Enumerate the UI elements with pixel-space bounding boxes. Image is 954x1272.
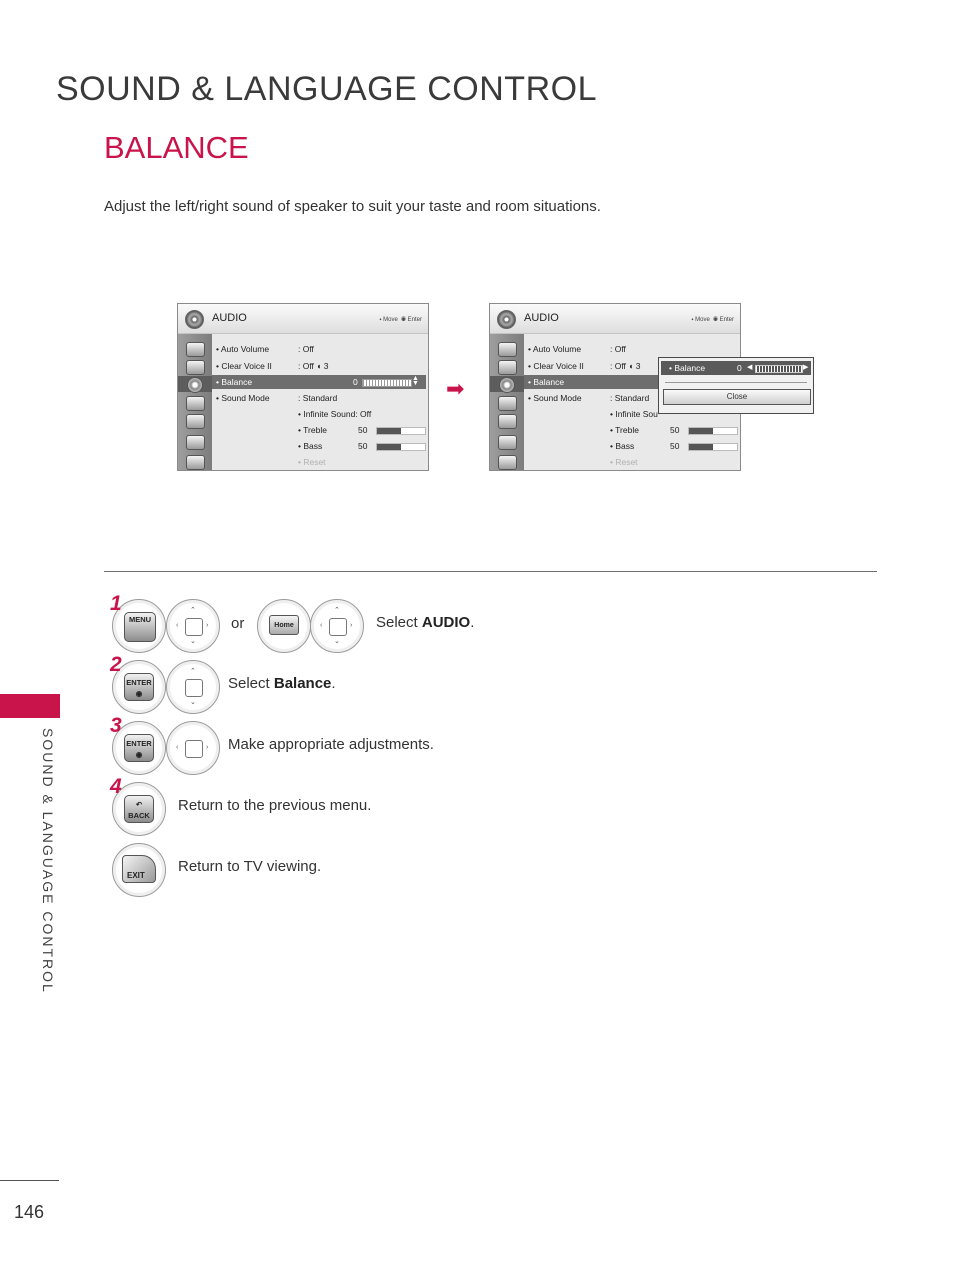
- back-label: BACK: [128, 811, 150, 820]
- or-text: or: [231, 615, 245, 632]
- page-number: 146: [14, 1202, 45, 1222]
- menu-row-treble: [524, 423, 738, 437]
- nav-button-illustration: [166, 599, 220, 653]
- nav-button-illustration: [166, 660, 220, 714]
- up-arrow-icon: ⌃: [190, 668, 196, 675]
- page-number-rule: [0, 1180, 59, 1181]
- enter-key: [124, 673, 154, 701]
- left-arrow-icon: ‹: [176, 622, 179, 629]
- option-category-icon: [186, 435, 205, 450]
- row-value: 50: [670, 425, 680, 435]
- row-extra: 3: [635, 361, 641, 371]
- row-label: • Reset: [610, 457, 638, 467]
- row-label: • Reset: [298, 457, 326, 467]
- row-label-text: • Infinite Sound: [298, 409, 356, 419]
- menu-row-balance: [212, 375, 426, 389]
- row-value: : Off: [355, 409, 372, 419]
- option-category-icon: [498, 435, 517, 450]
- page-title: SOUND & LANGUAGE CONTROL: [56, 70, 597, 108]
- row-label: • Clear Voice II: [528, 361, 584, 371]
- picture-category-icon: [186, 342, 205, 357]
- right-arrow-icon: ▶: [803, 364, 809, 371]
- step-4-text: Return to the previous menu.: [178, 797, 372, 814]
- row-label: • Clear Voice II: [216, 361, 272, 371]
- network-category-icon: [186, 455, 205, 470]
- move-icon: ⬩: [379, 317, 382, 323]
- enter-icon: ◉: [135, 750, 143, 759]
- row-label: • Auto Volume: [528, 344, 582, 354]
- close-button: Close: [663, 389, 811, 405]
- popup-label: • Balance: [669, 363, 706, 373]
- ok-key: [185, 740, 203, 758]
- balance-scale: [362, 379, 412, 387]
- step-number: 1: [110, 592, 122, 615]
- row-label: • Treble: [298, 425, 327, 435]
- enter-icon: ◉: [135, 689, 143, 698]
- up-arrow-icon: ⌃: [190, 607, 196, 614]
- step-number: 3: [110, 714, 122, 737]
- left-arrow-icon: ‹: [320, 622, 323, 629]
- picture-category-icon: [498, 342, 517, 357]
- row-value-text: : Off: [610, 361, 626, 371]
- voice-icon: ◖: [316, 361, 322, 371]
- balance-popup: [658, 357, 814, 414]
- row-label: • Bass: [298, 441, 323, 451]
- back-icon: ↶: [135, 800, 143, 809]
- treble-bar: [376, 427, 426, 435]
- nav-button-illustration: [310, 599, 364, 653]
- treble-fill: [689, 428, 713, 434]
- menu-title: AUDIO: [212, 312, 247, 324]
- step-1-text: [376, 614, 474, 631]
- row-label: [298, 409, 371, 419]
- menu-row-bass: [212, 439, 426, 453]
- down-arrow-icon: ⌄: [334, 638, 340, 645]
- row-value: : Standard: [610, 393, 650, 403]
- menu-header: [490, 304, 740, 334]
- up-down-icon: ▲ ▼: [412, 375, 419, 387]
- screen-category-icon: [186, 360, 205, 375]
- step-number: 4: [110, 775, 122, 798]
- home-button-illustration: [257, 599, 311, 653]
- section-divider: [104, 571, 877, 572]
- treble-fill: [377, 428, 401, 434]
- help-enter: Enter: [407, 317, 422, 323]
- menu-title: AUDIO: [524, 312, 559, 324]
- menu-category-sidebar: [178, 334, 212, 470]
- right-arrow-icon: ➡: [446, 376, 465, 401]
- menu-key: MENU: [124, 612, 156, 642]
- audio-category-icon: [187, 377, 203, 393]
- speaker-icon: [497, 310, 516, 329]
- step-3-text: Make appropriate adjustments.: [228, 736, 434, 753]
- row-value: [298, 361, 329, 371]
- exit-button-illustration: [112, 843, 166, 897]
- menu-help: [379, 317, 422, 324]
- step-text-post: .: [331, 675, 336, 692]
- row-label: • Auto Volume: [216, 344, 270, 354]
- menu-header: [178, 304, 428, 334]
- menu-body: [212, 334, 428, 470]
- down-arrow-icon: ⌄: [190, 699, 196, 706]
- row-label: • Balance: [216, 377, 253, 387]
- home-key: Home: [269, 615, 299, 635]
- bass-bar: [688, 443, 738, 451]
- row-label: • Sound Mode: [528, 393, 582, 403]
- step-text-pre: Select: [228, 675, 274, 692]
- nav-button-illustration: [166, 721, 220, 775]
- menu-row-treble: [212, 423, 426, 437]
- row-label: • Treble: [610, 425, 639, 435]
- row-value: : Off: [298, 344, 314, 354]
- enter-label: ENTER: [126, 678, 152, 687]
- ok-key: [329, 618, 347, 636]
- chapter-side-label: SOUND & LANGUAGE CONTROL: [40, 728, 56, 994]
- help-enter: Enter: [719, 317, 734, 323]
- popup-balance-row: [661, 361, 811, 375]
- bass-fill: [377, 444, 401, 450]
- popup-value: 0: [737, 363, 742, 373]
- step-text-bold: Balance: [273, 675, 332, 692]
- voice-icon: ◖: [628, 361, 634, 371]
- enter-key: [124, 734, 154, 762]
- treble-bar: [688, 427, 738, 435]
- speaker-icon: [185, 310, 204, 329]
- row-value: : Off: [610, 344, 626, 354]
- enter-icon: ◉: [713, 317, 718, 323]
- step-2-text: [228, 675, 336, 692]
- ok-key: [185, 618, 203, 636]
- bass-fill: [689, 444, 713, 450]
- row-value-text: : Off: [298, 361, 314, 371]
- right-arrow-icon: ›: [350, 622, 353, 629]
- row-value: 50: [358, 441, 368, 451]
- section-title: BALANCE: [104, 130, 249, 165]
- row-value: : Standard: [298, 393, 338, 403]
- help-move: Move: [695, 317, 710, 323]
- time-category-icon: [498, 396, 517, 411]
- row-value: 50: [670, 441, 680, 451]
- menu-category-sidebar: [490, 334, 524, 470]
- right-arrow-icon: ›: [206, 622, 209, 629]
- left-arrow-icon: ‹: [176, 744, 179, 751]
- row-label: • Sound Mode: [216, 393, 270, 403]
- balance-scale: [755, 365, 803, 373]
- row-label: • Balance: [528, 377, 565, 387]
- left-arrow-icon: ◀: [747, 364, 753, 371]
- row-value: 50: [358, 425, 368, 435]
- exit-step-text: Return to TV viewing.: [178, 858, 322, 875]
- enter-label: ENTER: [126, 739, 152, 748]
- step-text-post: .: [470, 614, 475, 631]
- bass-bar: [376, 443, 426, 451]
- step-text-pre: Select: [376, 614, 422, 631]
- enter-icon: ◉: [401, 317, 406, 323]
- menu-help: [691, 317, 734, 324]
- ok-key: [185, 679, 203, 697]
- audio-menu-popup-screenshot: [489, 303, 809, 471]
- screen-category-icon: [498, 360, 517, 375]
- row-label: • Bass: [610, 441, 635, 451]
- popup-divider: [665, 382, 807, 383]
- down-arrow-icon: ⌄: [190, 638, 196, 645]
- back-key: [124, 795, 154, 823]
- step-text-bold: AUDIO: [421, 614, 471, 631]
- balance-value: 0: [353, 377, 358, 387]
- network-category-icon: [498, 455, 517, 470]
- intro-text: Adjust the left/right sound of speaker to suit your taste and room situations.: [104, 198, 601, 215]
- up-arrow-icon: ⌃: [334, 607, 340, 614]
- lock-category-icon: [186, 414, 205, 429]
- row-value: [610, 361, 641, 371]
- audio-category-icon: [499, 377, 515, 393]
- menu-row-bass: [524, 439, 738, 453]
- step-number: 2: [110, 653, 122, 676]
- move-icon: ⬩: [691, 317, 694, 323]
- audio-menu-screenshot: [177, 303, 429, 471]
- chapter-tab: [0, 694, 60, 718]
- time-category-icon: [186, 396, 205, 411]
- exit-key: EXIT: [122, 855, 156, 883]
- help-move: Move: [383, 317, 398, 323]
- right-arrow-icon: ›: [206, 744, 209, 751]
- lock-category-icon: [498, 414, 517, 429]
- row-extra: 3: [323, 361, 329, 371]
- row-label: • Infinite Sou: [610, 409, 658, 419]
